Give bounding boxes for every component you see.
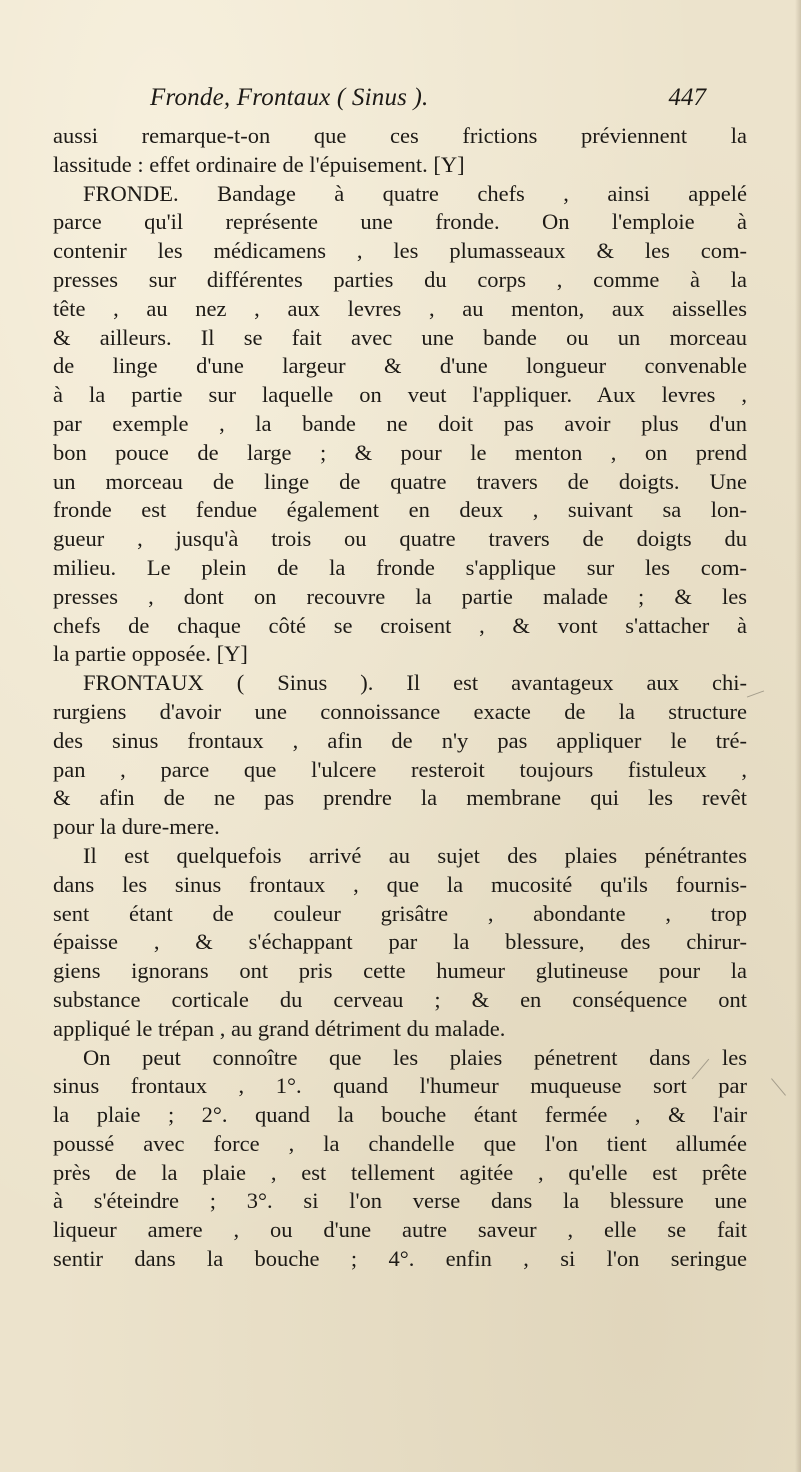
text-line: parce qu'il représente une fronde. On l'emploie à [53,209,747,235]
text-line: aussi remarque-t-on que ces frictions préviennent la [53,123,747,148]
text-line: milieu. Le plein de la fronde s'applique sur les com- [53,554,747,580]
stray-pencil-mark [771,1078,786,1095]
text-line: à s'éteindre ; 3°. si l'on verse dans la blessure une [53,1188,747,1214]
running-head-title: Fronde, Frontaux ( Sinus ). [150,84,429,111]
text-line: la plaie ; 2°. quand la bouche étant fermée , & l'air [53,1102,747,1128]
paragraph-start-line: Il est quelquefois arrivé au sujet des plaies pénétrantes [83,842,747,868]
text-line: sent étant de couleur grisâtre , abondante , trop [53,900,747,926]
text-line: épaisse , & s'échappant par la blessure, des chirur- [53,929,747,955]
text-line: pour la dure-mere. [53,814,220,840]
text-line: tête , au nez , aux levres , au menton, aux aisselles [53,295,747,321]
text-line: presses , dont on recouvre la partie malade ; & les [53,583,747,609]
text-line: lassitude : effet ordinaire de l'épuisement. [Y] [53,151,465,177]
text-line: sinus frontaux , 1°. quand l'humeur muqueuse sort par [53,1073,747,1099]
entry-heading-line-frontaux: FRONTAUX ( Sinus ). Il est avantageux aux chi- [83,670,747,696]
text-line: pan , parce que l'ulcere resteroit toujours fistuleux , [53,756,747,782]
text-line: près de la plaie , est tellement agitée , qu'elle est prête [53,1159,747,1185]
text-line: giens ignorans ont pris cette humeur glutineuse pour la [53,958,747,984]
text-line: liqueur amere , ou d'une autre saveur , elle se fait [53,1217,747,1243]
text-line: un morceau de linge de quatre travers de doigts. Une [53,468,747,494]
text-line: la partie opposée. [Y] [53,641,248,667]
running-head [150,84,706,124]
body-text [53,122,747,1274]
text-line: appliqué le trépan , au grand détriment du malade. [53,1015,506,1041]
text-line: bon pouce de large ; & pour le menton , on prend [53,439,747,465]
text-line: poussé avec force , la chandelle que l'on tient allumée [53,1130,747,1156]
text-line: sentir dans la bouche ; 4°. enfin , si l'on seringue [53,1246,747,1272]
entry-heading-line-fronde: FRONDE. Bandage à quatre chefs , ainsi appelé [83,180,747,206]
text-line: & afin de ne pas prendre la membrane qui les revêt [53,785,747,811]
paragraph-start-line: On peut connoître que les plaies pénetrent dans les [83,1044,747,1070]
text-line: à la partie sur laquelle on veut l'appliquer. Aux levres , [53,382,747,408]
text-line: chefs de chaque côté se croisent , & vont s'attacher à [53,612,747,638]
text-line: & ailleurs. Il se fait avec une bande ou un morceau [53,324,747,350]
page-edge-shadow [795,0,801,1472]
text-line: presses sur différentes parties du corps , comme à la [53,266,747,292]
page-number: 447 [668,84,706,111]
text-line: gueur , jusqu'à trois ou quatre travers de doigts du [53,526,747,552]
text-line: fronde est fendue également en deux , suivant sa lon- [53,497,747,523]
text-line: substance corticale du cerveau ; & en conséquence ont [53,986,747,1012]
text-line: dans les sinus frontaux , que la mucosité qu'ils fournis- [53,871,747,897]
stray-pencil-mark [747,690,764,697]
text-line: par exemple , la bande ne doit pas avoir plus d'un [53,410,747,436]
text-line: des sinus frontaux , afin de n'y pas appliquer le tré- [53,727,747,753]
text-line: de linge d'une largeur & d'une longueur convenable [53,353,747,379]
text-line: rurgiens d'avoir une connoissance exacte de la structure [53,698,747,724]
text-line: contenir les médicamens , les plumasseaux & les com- [53,238,747,264]
